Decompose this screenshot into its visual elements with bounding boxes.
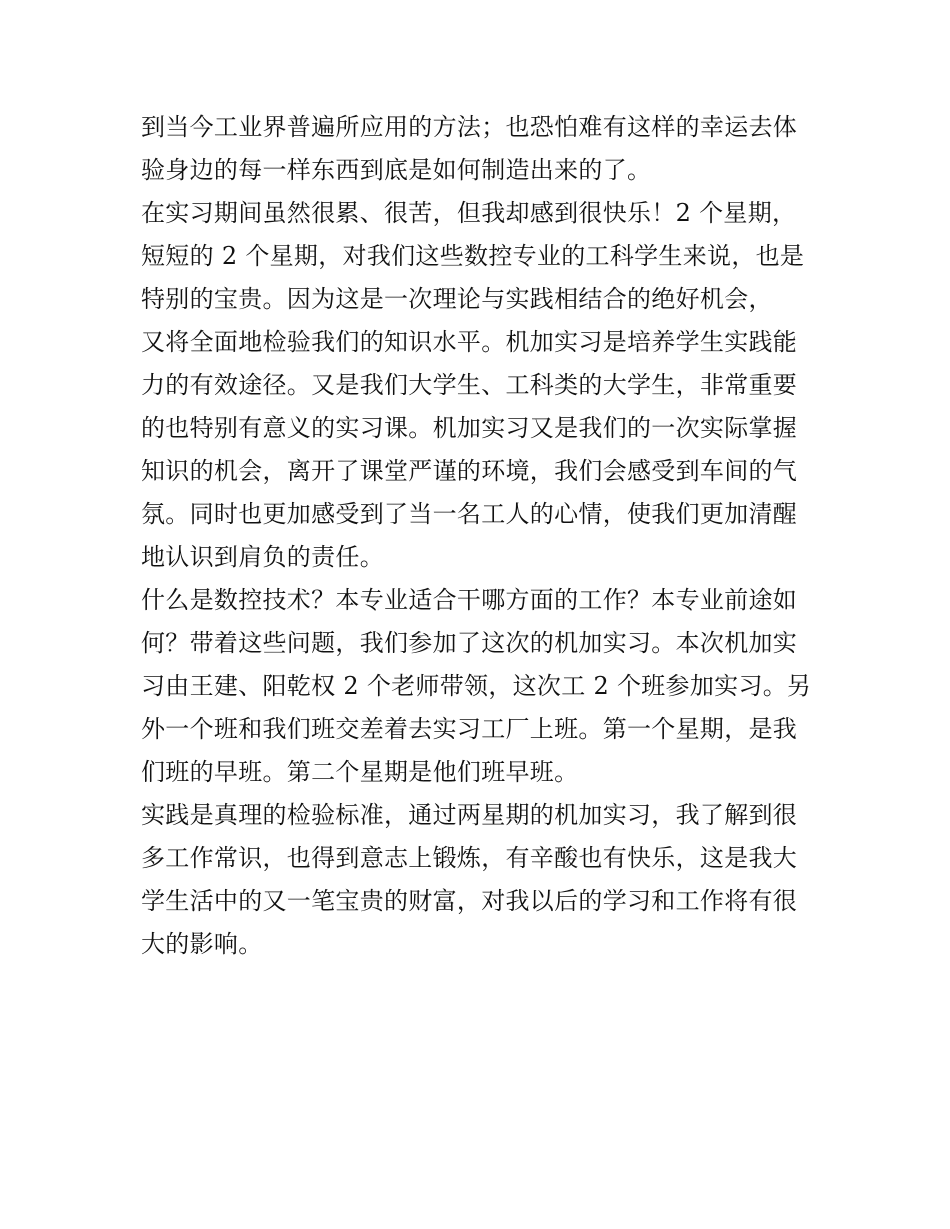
text-line: 们班的早班。第二个星期是他们班早班。 bbox=[141, 758, 579, 786]
text-line: 又将全面地检验我们的知识水平。机加实习是培养学生实践能 bbox=[141, 328, 798, 356]
text-line: 何？带着这些问题，我们参加了这次的机加实习。本次机加实 bbox=[141, 629, 798, 657]
text-line: 在实习期间虽然很累、很苦，但我却感到很快乐！2 个星期， bbox=[141, 199, 797, 227]
text-line: 到当今工业界普遍所应用的方法；也恐怕难有这样的幸运去体 bbox=[141, 113, 798, 141]
text-line: 的也特别有意义的实习课。机加实习又是我们的一次实际掌握 bbox=[141, 414, 798, 442]
text-line: 氛。同时也更加感受到了当一名工人的心情，使我们更加清醒 bbox=[141, 500, 798, 528]
body-text bbox=[141, 106, 821, 966]
text-line: 什么是数控技术？本专业适合干哪方面的工作？本专业前途如 bbox=[141, 586, 798, 614]
text-line: 知识的机会，离开了课堂严谨的环境，我们会感受到车间的气 bbox=[141, 457, 798, 485]
text-line: 验身边的每一样东西到底是如何制造出来的了。 bbox=[141, 156, 652, 184]
text-line: 实践是真理的检验标准，通过两星期的机加实习，我了解到很 bbox=[141, 801, 798, 829]
text-line: 外一个班和我们班交差着去实习工厂上班。第一个星期，是我 bbox=[141, 715, 798, 743]
text-line: 多工作常识，也得到意志上锻炼，有辛酸也有快乐，这是我大 bbox=[141, 844, 798, 872]
text-line: 大的影响。 bbox=[141, 930, 263, 958]
text-line: 地认识到肩负的责任。 bbox=[141, 543, 384, 571]
text-line: 短短的 2 个星期，对我们这些数控专业的工科学生来说，也是 bbox=[141, 242, 805, 270]
text-line: 特别的宝贵。因为这是一次理论与实践相结合的绝好机会， bbox=[141, 285, 773, 313]
text-line: 习由王建、阳乾权 2 个老师带领，这次工 2 个班参加实习。另 bbox=[141, 672, 812, 700]
text-line: 力的有效途径。又是我们大学生、工科类的大学生，非常重要 bbox=[141, 371, 798, 399]
text-line: 学生活中的又一笔宝贵的财富，对我以后的学习和工作将有很 bbox=[141, 887, 798, 915]
